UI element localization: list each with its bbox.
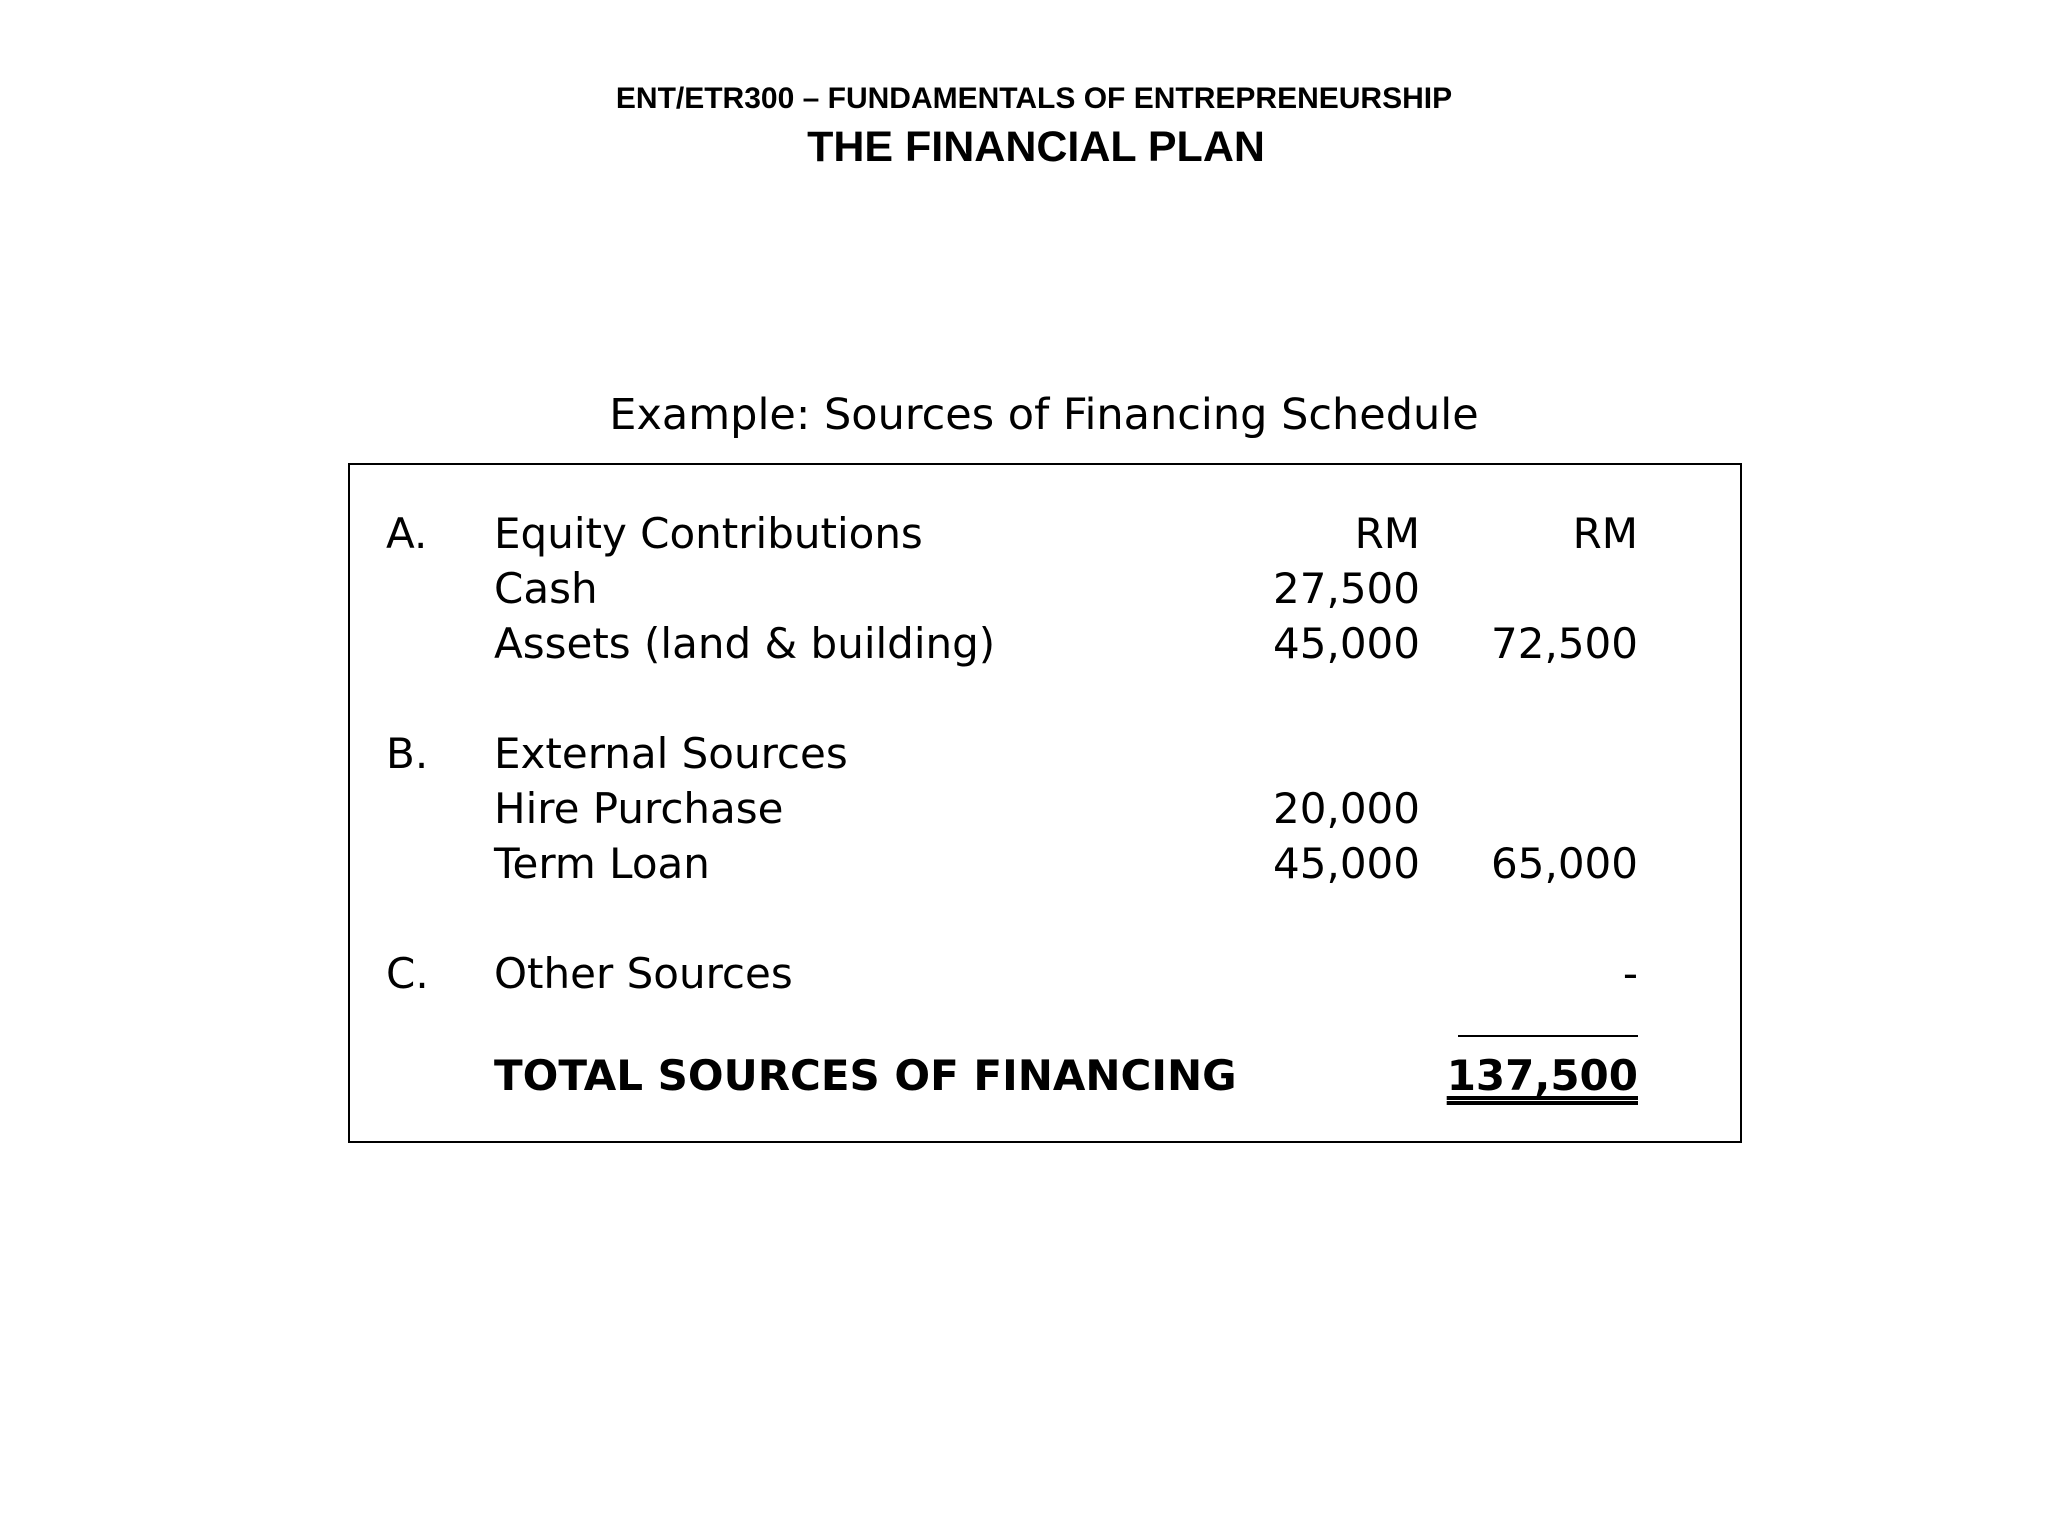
line-item-amount: 27,500 — [1273, 564, 1420, 613]
total-rule — [1458, 1035, 1638, 1037]
line-item-label: Term Loan — [494, 839, 710, 888]
line-item-amount: 20,000 — [1273, 784, 1420, 833]
column-1-header: RM — [1354, 509, 1420, 558]
section-c-subtotal: - — [1622, 949, 1638, 998]
section-c-letter: C. — [386, 949, 429, 998]
section-a-letter: A. — [386, 509, 428, 558]
total-label: TOTAL SOURCES OF FINANCING — [494, 1051, 1237, 1100]
course-title: ENT/ETR300 – FUNDAMENTALS OF ENTREPRENEURSHIP — [615, 82, 1453, 115]
line-item-label: Cash — [494, 564, 598, 613]
section-b-heading: External Sources — [494, 729, 848, 778]
line-item-amount: 45,000 — [1273, 839, 1420, 888]
line-item-label: Hire Purchase — [494, 784, 784, 833]
section-a-heading: Equity Contributions — [494, 509, 923, 558]
section-a-subtotal: 72,500 — [1491, 619, 1638, 668]
schedule-title: Example: Sources of Financing Schedule — [609, 390, 1479, 440]
line-item-amount: 45,000 — [1273, 619, 1420, 668]
document-title: THE FINANCIAL PLAN — [807, 123, 1265, 171]
section-c-heading: Other Sources — [494, 949, 793, 998]
section-b-letter: B. — [386, 729, 429, 778]
line-item-label: Assets (land & building) — [494, 619, 996, 668]
financing-schedule-table — [348, 463, 1742, 1143]
column-2-header: RM — [1572, 509, 1638, 558]
total-value: 137,500 — [1446, 1051, 1638, 1100]
section-b-subtotal: 65,000 — [1491, 839, 1638, 888]
